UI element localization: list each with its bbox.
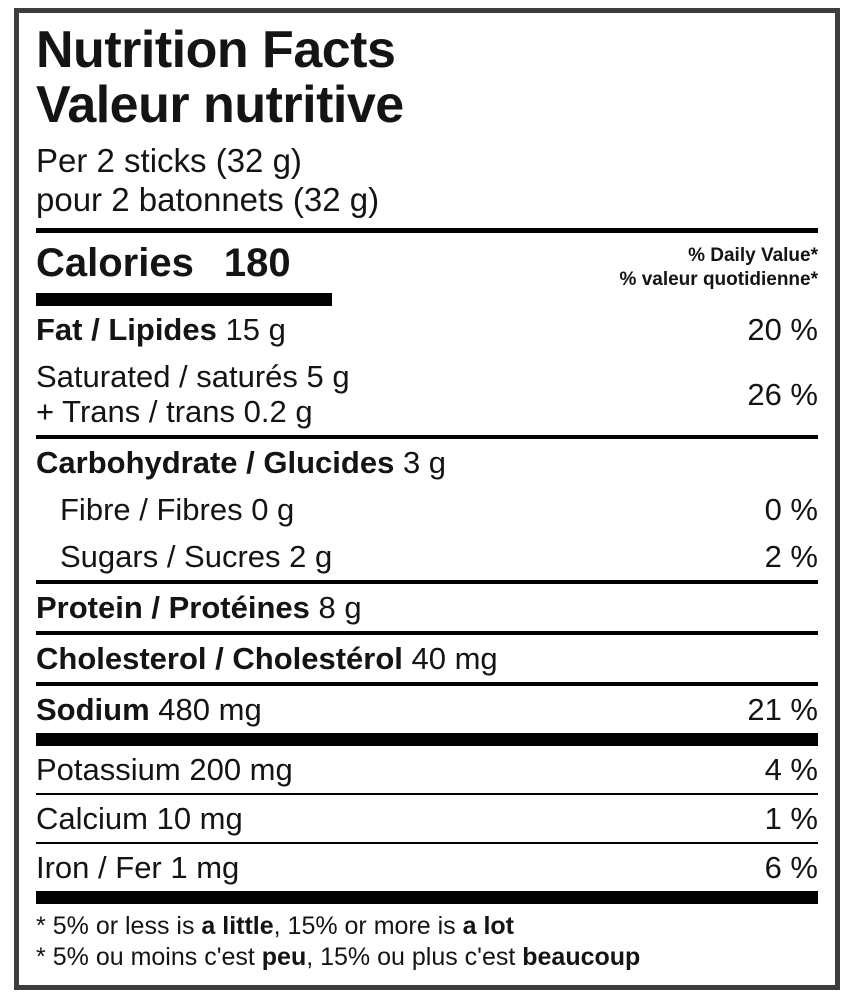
nutrient-name [36, 590, 362, 625]
nutrient-row-fat [36, 306, 818, 353]
nutrient-row-calcium [36, 795, 818, 842]
nutrient-name-line [60, 492, 294, 527]
footnote-bold: peu [261, 943, 307, 971]
nutrient-percent: 26 % [747, 376, 818, 412]
serving-size-en: Per 2 sticks (32 g) [36, 142, 302, 179]
nutrient-row-protein [36, 584, 818, 631]
nutrient-name-line [36, 312, 286, 347]
nutrient-name-bold: Sodium [36, 692, 150, 727]
nutrient-name-line [36, 641, 498, 676]
nutrient-name [36, 641, 498, 676]
nutrient-name-text: 15 g [216, 312, 286, 347]
nutrient-percent: 4 % [764, 752, 818, 787]
nutrient-name-bold: Fat / Lipides [36, 312, 217, 347]
nutrient-name [36, 692, 262, 727]
nutrient-name-text: + Trans / trans 0.2 g [36, 394, 313, 429]
calories-line [36, 241, 332, 285]
section-divider [36, 733, 818, 746]
footnotes [36, 904, 818, 973]
nutrient-name [36, 752, 293, 787]
nutrient-row-carbohydrate [36, 439, 818, 486]
footnote-line [36, 942, 818, 973]
nutrient-name [36, 801, 243, 836]
footnote-text: , 15% or more is [273, 912, 463, 940]
nutrient-name-line [60, 539, 332, 574]
nutrient-percent: 20 % [747, 312, 818, 347]
title-en: Nutrition Facts [36, 21, 396, 79]
nutrient-name-line [36, 850, 239, 885]
nutrient-percent: 21 % [747, 692, 818, 727]
nutrient-name-bold: Cholesterol / Cholestérol [36, 641, 403, 676]
nutrient-name-line [36, 692, 262, 727]
section-divider [36, 891, 818, 904]
calories-underline [36, 293, 332, 306]
nutrient-name-text: Iron / Fer 1 mg [36, 850, 240, 885]
nutrient-row-fibre [36, 486, 818, 533]
nutrient-name-text: Fibre / Fibres 0 g [60, 492, 295, 527]
nutrient-name-text: Sugars / Sucres 2 g [60, 539, 333, 574]
nutrient-percent: 6 % [764, 850, 818, 885]
calories-block [36, 241, 332, 306]
nutrient-name-line [36, 801, 243, 836]
nutrition-facts-label [14, 8, 840, 990]
nutrient-row-saturated-trans [36, 353, 818, 435]
nutrient-name-line [36, 359, 350, 394]
serving-size-fr: pour 2 batonnets (32 g) [36, 181, 380, 218]
calories-label: Calories [36, 241, 194, 285]
nutrient-name-line [36, 394, 350, 429]
daily-value-header-en: % Daily Value* [688, 245, 818, 266]
nutrient-row-potassium [36, 746, 818, 793]
nutrient-name-text: Saturated / saturés 5 g [36, 359, 350, 394]
nutrient-name [36, 312, 286, 347]
nutrient-name-text: 480 mg [149, 692, 262, 727]
footnote-text: 5% ou moins c'est [52, 943, 262, 971]
daily-value-header-fr: % valeur quotidienne* [619, 269, 818, 290]
footnote-bold: a little [201, 912, 274, 940]
nutrient-name-line [36, 752, 293, 787]
nutrient-name-text: 40 mg [402, 641, 498, 676]
nutrient-row-iron [36, 844, 818, 891]
nutrient-name [36, 359, 350, 429]
footnote-text: , 15% ou plus c'est [306, 943, 523, 971]
calories-section [36, 233, 818, 306]
nutrient-name-text: Calcium 10 mg [36, 801, 243, 836]
daily-value-header [620, 241, 818, 292]
asterisk-marker: * [36, 912, 46, 940]
nutrient-row-sugars [36, 533, 818, 580]
nutrient-name [36, 492, 294, 527]
footnote-bold: beaucoup [522, 943, 641, 971]
footnote-text: 5% or less is [52, 912, 202, 940]
nutrient-name-bold: Carbohydrate / Glucides [36, 445, 395, 480]
nutrient-row-cholesterol [36, 635, 818, 682]
calories-value: 180 [223, 241, 291, 285]
nutrient-name-bold: Protein / Protéines [36, 590, 310, 625]
nutrient-name-text: 8 g [309, 590, 362, 625]
title-fr: Valeur nutritive [36, 76, 404, 134]
nutrient-rows [36, 306, 818, 904]
nutrient-name-text: 3 g [394, 445, 447, 480]
footnote-line [36, 911, 818, 942]
nutrient-percent: 1 % [764, 801, 818, 836]
footnote-bold: a lot [462, 912, 515, 940]
nutrient-percent: 2 % [764, 539, 818, 574]
nutrient-name [36, 539, 332, 574]
nutrient-percent: 0 % [764, 492, 818, 527]
nutrient-name [36, 850, 239, 885]
nutrient-name-line [36, 445, 446, 480]
nutrient-name-text: Potassium 200 mg [36, 752, 293, 787]
nutrient-name-line [36, 590, 362, 625]
nutrient-name [36, 445, 446, 480]
nutrient-row-sodium [36, 686, 818, 733]
asterisk-marker: * [36, 943, 46, 971]
